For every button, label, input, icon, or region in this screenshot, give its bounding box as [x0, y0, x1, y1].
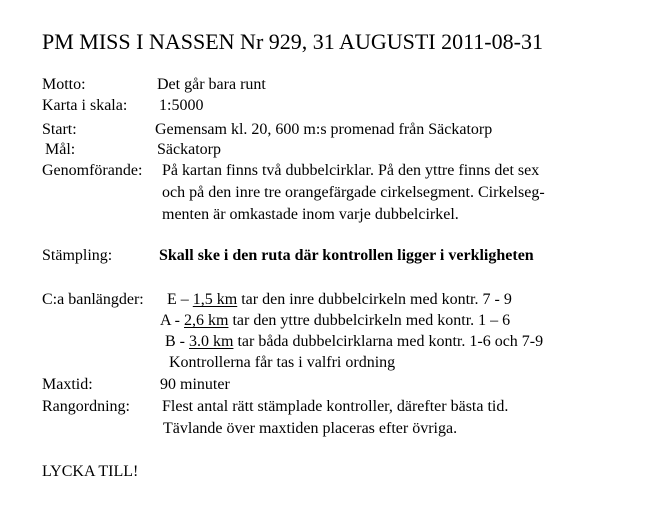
course-description: tar båda dubbelcirklarna med kontr. 1-6 och 7-9	[237, 333, 544, 350]
karta-label: Karta i skala:	[42, 97, 128, 114]
rangordning-line-2: Tävlande över maxtiden placeras efter övriga.	[163, 420, 458, 437]
course-note: Kontrollerna får tas i valfri ordning	[169, 354, 396, 371]
course-distance: 2,6 km	[184, 312, 229, 329]
banlangder-label: C:a banlängder:	[42, 291, 144, 308]
course-distance: 3.0 km	[189, 333, 234, 350]
course-class: E –	[167, 291, 189, 308]
course-class: A -	[160, 312, 180, 329]
course-row-b	[165, 332, 543, 352]
mal-value: Säckatorp	[157, 141, 221, 158]
stampling-value: Skall ske i den ruta där kontrollen ligger i verkligheten	[159, 247, 534, 264]
maxtid-value: 90 minuter	[160, 376, 230, 393]
rangordning-line-1: Flest antal rätt stämplade kontroller, därefter bästa tid.	[162, 398, 509, 415]
course-description: tar den inre dubbelcirkeln med kontr. 7 - 9	[241, 291, 512, 308]
stampling-label: Stämpling:	[42, 247, 113, 264]
course-row-e	[167, 290, 512, 310]
genomforande-line-1: På kartan finns två dubbelcirklar. På den yttre finns det sex	[162, 162, 540, 179]
motto-label: Motto:	[42, 76, 86, 93]
genomforande-label: Genomförande:	[42, 162, 143, 179]
page-title: PM MISS I NASSEN Nr 929, 31 AUGUSTI 2011-08-31	[42, 29, 543, 54]
start-value: Gemensam kl. 20, 600 m:s promenad från Säckatorp	[155, 121, 493, 138]
course-row-a	[160, 311, 510, 331]
motto-value: Det går bara runt	[157, 76, 266, 93]
maxtid-label: Maxtid:	[42, 376, 93, 393]
mal-label: Mål:	[45, 141, 76, 158]
start-label: Start:	[42, 121, 77, 138]
course-class: B -	[165, 333, 185, 350]
closing-text: LYCKA TILL!	[42, 463, 139, 480]
karta-value: 1:5000	[159, 97, 204, 114]
rangordning-label: Rangordning:	[42, 398, 130, 415]
course-description: tar den yttre dubbelcirkeln med kontr. 1 – 6	[232, 312, 511, 329]
genomforande-line-3: menten är omkastade inom varje dubbelcirkel.	[162, 206, 459, 223]
course-distance: 1,5 km	[192, 291, 238, 308]
genomforande-line-2: och på den inre tre orangefärgade cirkelsegment. Cirkelseg-	[162, 184, 545, 201]
